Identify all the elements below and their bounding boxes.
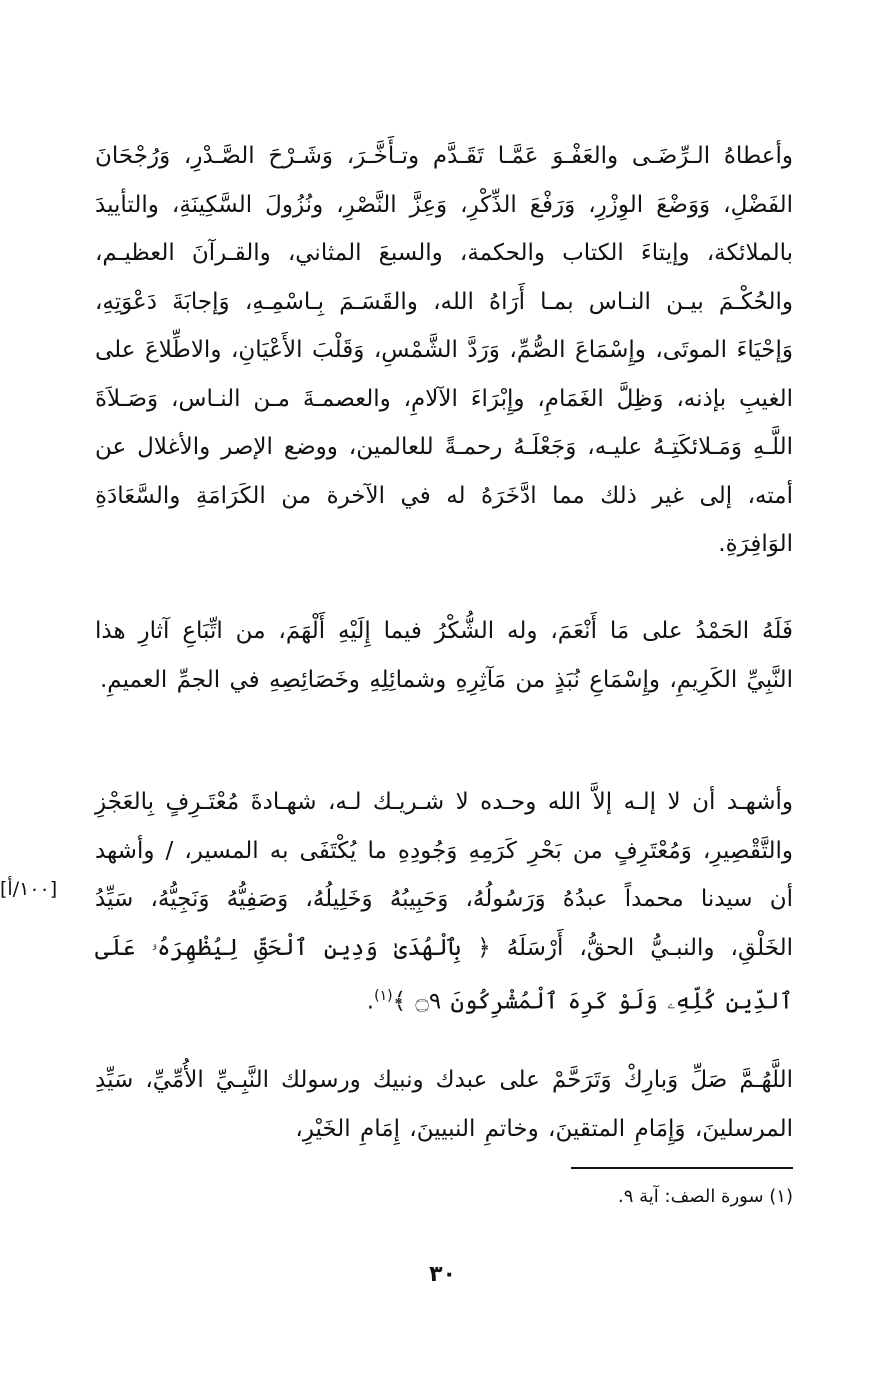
quran-quote: ﴿ بِٱلْهُدَىٰ وَدِينِ ٱلْحَقِّ لِيُظْهِرَهُۥ عَلَى ٱلدِّينِ كُلِّهِۦ وَلَوْ كَرِهَ ٱلْمُشْرِكُونَ ۝٩ ﴾ [95,934,793,1015]
paragraph-testimony [95,778,793,1026]
page-number: ٣٠ [429,1262,456,1287]
paragraph-prayer: اللَّهُـمَّ صَلِّ وَبارِكْ وَتَرَحَّمْ على عبدك ونبيك ورسولك النَّبِـيِّ الأُمِّيِّ، سَيِّدِ المرسلينَ، وَإِمَامِ المتقينَ، وخاتمِ النبيينَ، إِمَامِ الخَيْرِ، [95,1067,793,1142]
manuscript-folio-reference: [١٠٠/أ] [0,878,58,900]
sentence-end: . [366,988,375,1015]
testimony-text: وأشهـد أن لا إلـه إلاَّ الله وحـده لا شـريـك لـه، شهـادةَ مُعْتَـرِفٍ بِالعَجْزِ والتَّقْصِيرِ، وَمُعْتَرِفٍ من بَحْرِ كَرَمِهِ وَجُودِهِ ما يُكْتَفَى به المسير، / وأشهد أن سيدنا محمداً عبدُهُ وَرَسُولُهُ، وَحَبِيبُهُ وَخَلِيلُهُ، وَصَفِيُّهُ وَنَجِيُّهُ، سَيِّدُ الخَلْقِ، والنبـيُّ الحقُّ، أَرْسَلَهُ [95,789,793,961]
footnote: (١) سورة الصف: آية ٩. [618,1186,793,1207]
paragraph-praise: وأعطاهُ الـرِّضَـى والعَفْـوَ عَمَّـا تَقَـدَّم وتـأَخَّـرَ، وَشَـرْحَ الصَّـدْرِ، وَرُجْحَانَ الفَضْلِ، وَوَضْعَ الوِزْرِ، وَرَفْعَ الذِّكْرِ، وَعِزَّ النَّصْرِ، ونُزُولَ السَّكِينَةِ، والتأييدَ بالملائكة، وإيتاءَ الكتاب والحكمة، والسبعَ المثاني، والقـرآنَ العظيـم، والحُكْـمَ بيـن النـاس بمـا أَرَاهُ الله، والقَسَـمَ بِـاسْمِـهِ، وَإجابَةَ دَعْوَتِهِ، وَإحْيَاءَ الموتَى، وإِسْمَاعَ الصُّمِّ، وَرَدَّ الشَّمْسِ، وَقَلْبَ الأَعْيَانِ، والاطِّلاعَ على الغيبِ بإذنه، وَظِلَّ الغَمَامِ، وإِبْرَاءَ الآلامِ، والعصمـةَ مـن النـاس، وَصَـلاَةَ اللَّـهِ وَمَـلائكَتِـهُ عليـه، وَجَعْلَـهُ رحمـةً للعالمين، ووضع الإصر والأغلال عن أمته، إلى غير ذلك مما ادَّخَرَهُ له في الآخرة من الكَرَامَةِ والسَّعَادَةِ الوَافِرَةِ. [95,143,793,557]
footnote-divider [571,1167,793,1169]
footnote-mark: (١) [374,988,393,1004]
paragraph-thanks: فَلَهُ الحَمْدُ على مَا أَنْعَمَ، وله الشُّكْرُ فيما إِلَيْهِ أَلْهَمَ، من اتِّبَاعِ آثارِ هذا النَّبِيِّ الكَرِيمِ، وإِسْمَاعِ نُبَذٍ من مَآثِرِهِ وشمائِلِهِ وخَصَائِصِهِ في الجمِّ العميمِ. [95,618,793,693]
